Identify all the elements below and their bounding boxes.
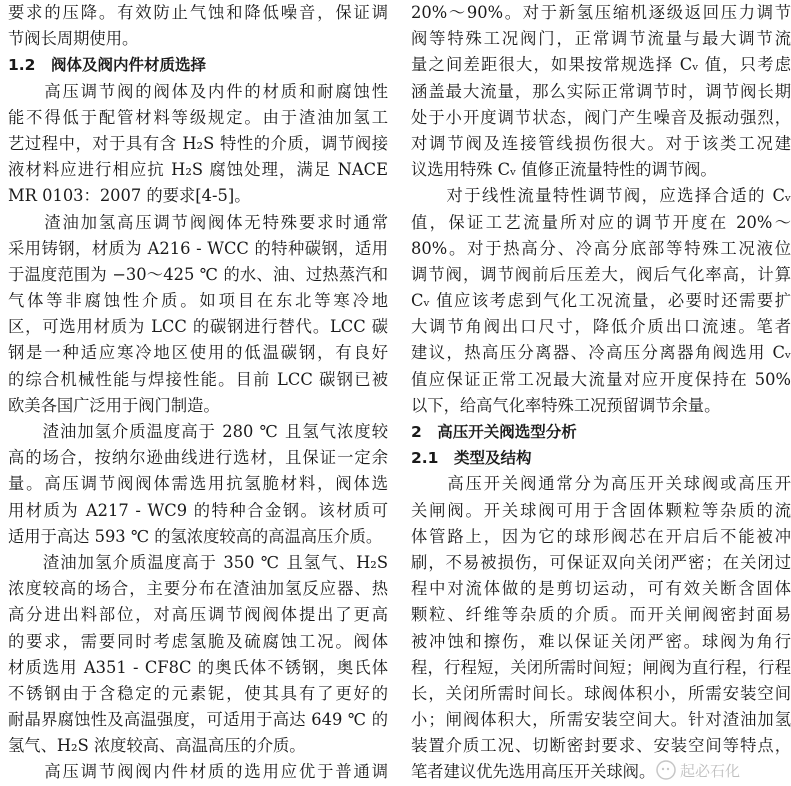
left-text-line: 的综合机械性能与焊接性能。目前 LCC 碳钢已被 (8, 369, 388, 389)
right-text-line: 值，保证工艺流量所对应的调节开度在 20%～ (411, 212, 791, 232)
left-text-line: 量。高压调节阀阀体需选用抗氢脆材料，阀体选 (8, 474, 388, 494)
watermark (656, 758, 786, 782)
left-text-line: 渣油加氢高压调节阀阀体无特殊要求时通常 (8, 212, 388, 232)
right-text-line: 对于线性流量特性调节阀，应选择合适的 Cᵥ (411, 186, 791, 206)
left-text-line: 的要求，需要同时考虑氢脆及硫腐蚀工况。阀体 (8, 631, 388, 651)
right-text-line: 80%。对于热高分、冷高分底部等特殊工况液位 (411, 238, 791, 258)
left-text-line: 不锈钢由于含稳定的元素铌，使其具有了更好的 (8, 683, 388, 703)
left-text-line: MR 0103：2007 的要求[4-5]。 (8, 186, 251, 206)
right-text-line: 涵盖最大流量，那么实际正常调节时，调节阀长期 (411, 81, 791, 101)
left-text-line: 适用于高达 593 ℃ 的氢浓度较高的高温高压介质。 (8, 526, 383, 546)
left-text-line: 能不得低于配管材料等级规定。由于渣油加氢工 (8, 107, 388, 127)
left-column (8, 0, 388, 786)
left-text-line: 氢气、H₂S 浓度较高、高温高压的介质。 (8, 736, 306, 756)
right-text-line: 以下，给高气化率特殊工况预留调节余量。 (411, 395, 721, 415)
right-text-line: 长，关闭所需时间长。球阀体积小，所需安装空间 (411, 683, 791, 703)
right-text-line: 量之间差距很大，如果按常规选择 Cᵥ 值，只考虑 (411, 55, 791, 75)
left-text-line: 欧美各国广泛用于阀门制造。 (8, 395, 220, 415)
left-text-line: 钢是一种适应寒冷地区使用的低温碳钢，有良好 (8, 343, 388, 363)
right-text-line: 程中对流体做的是剪切运动，可有效关断含固体 (411, 579, 791, 599)
left-text-line: 液材料应进行相应抗 H₂S 腐蚀处理，满足 NACE (8, 160, 388, 180)
right-text-line: 调节阀，调节阀前后压差大，阀后气化率高，计算 (411, 264, 791, 284)
right-text-line: 被冲蚀和擦伤，难以保证关闭严密。球阀为角行 (411, 631, 791, 651)
right-column (411, 0, 791, 786)
right-text-line: 议选用特殊 Cᵥ 值修正流量特性的调节阀。 (411, 160, 717, 180)
left-text-line: 渣油加氢介质温度高于 350 ℃ 且氢气、H₂S (8, 552, 388, 572)
left-text-line: 于温度范围为 −30～425 ℃ 的水、油、过热蒸汽和 (8, 264, 388, 284)
right-text-line: 大调节角阀出口尺寸，降低介质出口流速。笔者 (411, 317, 791, 337)
left-text-line: 区，可选用材质为 LCC 的碳钢进行替代。LCC 碳 (8, 317, 388, 337)
right-text-line: 刷，不易被损伤，可保证双向关闭严密；在关闭过 (411, 552, 791, 572)
left-text-line: 高的场合，按纳尔逊曲线进行选材，且保证一定余 (8, 448, 388, 468)
right-text-line: 高压开关阀通常分为高压开关球阀或高压开 (411, 474, 791, 494)
left-text-line: 艺过程中，对于具有含 H₂S 特性的介质，调节阀接 (8, 133, 388, 153)
left-text-line: 材质选用 A351 - CF8C 的奥氏体不锈钢，奥氏体 (8, 657, 388, 677)
right-text-line: 颗粒、纤维等杂质的介质。而开关闸阀密封面易 (411, 605, 791, 625)
right-text-line: 建议，热高压分离器、冷高压分离器角阀选用 Cᵥ (411, 343, 791, 363)
right-text-line: 体管路上，因为它的球形阀芯在开启后不能被冲 (411, 526, 791, 546)
left-text-line: 要求的压降。有效防止气蚀和降低噪音，保证调 (8, 3, 388, 22)
wechat-icon (656, 760, 676, 780)
right-text-line: 对调节阀及连接管线损伤很大。对于该类工况建 (411, 133, 791, 153)
right-text-line: 笔者建议优先选用高压开关球阀。 (411, 762, 656, 782)
right-text-line: 程，行程短，关闭所需时间短；闸阀为直行程，行程 (411, 657, 791, 677)
right-text-line: 值应保证正常工况最大流量对应开度保持在 50% (411, 369, 791, 389)
right-text-line: Cᵥ 值应该考虑到气化工况流量，必要时还需要扩 (411, 291, 791, 311)
right-text-line: 阀等特殊工况阀门，正常调节流量与最大调节流 (411, 29, 791, 49)
watermark-text: 起必石化 (680, 761, 741, 780)
section-heading: 2.1 类型及结构 (411, 449, 532, 468)
left-text-line: 用材质为 A217 - WC9 的特种合金钢。该材质可 (8, 500, 388, 520)
left-text-line: 耐晶界腐蚀性及高温强度，可适用于高达 649 ℃ 的 (8, 710, 388, 730)
left-text-line: 气体等非腐蚀性介质。如项目在东北等寒冷地 (8, 291, 388, 311)
left-text-line: 节阀长周期使用。 (8, 29, 139, 49)
right-text-line: 处于小开度调节状态，阀门产生噪音及振动强烈， (411, 107, 791, 127)
left-text-line: 高分进出料部位，对高压调节阀阀体提出了更高 (8, 605, 388, 625)
left-text-line: 高压调节阀阀内件材质的选用应优于普通调 (8, 762, 388, 782)
section-heading: 2 高压开关阀选型分析 (411, 423, 577, 441)
left-text-line: 渣油加氢介质温度高于 280 ℃ 且氢气浓度较 (8, 422, 388, 441)
left-text-line: 高压调节阀的阀体及内件的材质和耐腐蚀性 (8, 81, 388, 101)
section-heading: 1.2 阀体及阀内件材质选择 (8, 56, 206, 75)
right-text-line: 小；闸阀体积大，所需安装空间大。针对渣油加氢 (411, 710, 791, 730)
right-text-line: 装置介质工况、切断密封要求、安装空间等特点， (411, 736, 791, 756)
right-text-line: 关闸阀。开关球阀可用于含固体颗粒等杂质的流 (411, 500, 791, 520)
left-text-line: 采用铸钢，材质为 A216 - WCC 的特种碳钢，适用 (8, 238, 388, 258)
left-text-line: 浓度较高的场合，主要分布在渣油加氢反应器、热 (8, 579, 388, 599)
right-text-line: 20%～90%。对于新氢压缩机逐级返回压力调节 (411, 3, 791, 22)
